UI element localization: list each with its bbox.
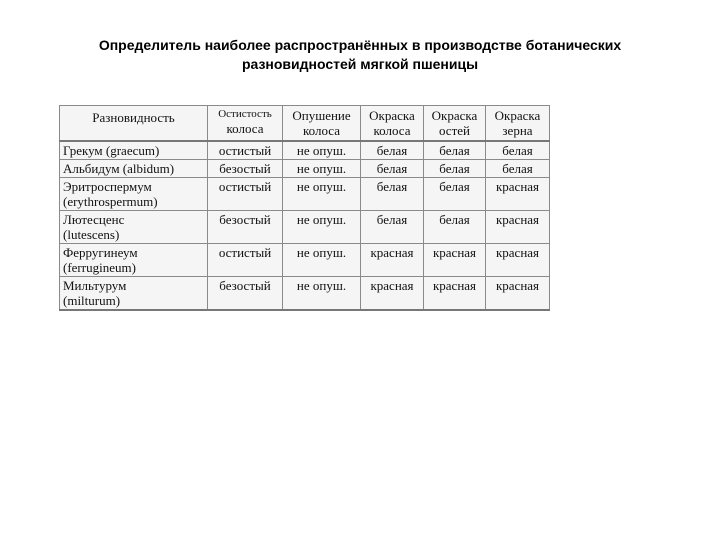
- table-row: [60, 160, 550, 178]
- cell-ear-color: белая: [361, 178, 424, 211]
- cell-awn: безостый: [208, 211, 283, 244]
- cell-awn-color: белая: [424, 141, 486, 160]
- cell-variety: Эритроспермум (erythrospermum): [60, 178, 208, 211]
- cell-grain-color: красная: [486, 211, 550, 244]
- cell-awn: остистый: [208, 178, 283, 211]
- cell-grain-color: белая: [486, 141, 550, 160]
- cell-awn-color: белая: [424, 160, 486, 178]
- cell-pubescence: не опуш.: [283, 277, 361, 311]
- cell-awn: безостый: [208, 277, 283, 311]
- cell-ear-color: красная: [361, 277, 424, 311]
- table-header-row: [60, 106, 550, 142]
- title-line-1: Определитель наиболее распространённых в производстве ботанических: [98, 37, 622, 53]
- cell-pubescence: не опуш.: [283, 141, 361, 160]
- cell-variety: Ферругинеум (ferrugineum): [60, 244, 208, 277]
- cell-ear-color: белая: [361, 211, 424, 244]
- header-awn: Остистость колоса: [208, 106, 283, 142]
- header-ear-color: Окраска колоса: [361, 106, 424, 142]
- cell-awn-color: белая: [424, 211, 486, 244]
- cell-variety: Альбидум (albidum): [60, 160, 208, 178]
- table-row: [60, 244, 550, 277]
- table-row: [60, 211, 550, 244]
- cell-grain-color: красная: [486, 277, 550, 311]
- table-row: [60, 141, 550, 160]
- header-variety: Разновидность: [60, 106, 208, 142]
- cell-ear-color: белая: [361, 141, 424, 160]
- cell-variety: Лютесценс (lutescens): [60, 211, 208, 244]
- cell-grain-color: белая: [486, 160, 550, 178]
- table-row: [60, 277, 550, 311]
- cell-awn-color: красная: [424, 277, 486, 311]
- header-pubescence: Опушение колоса: [283, 106, 361, 142]
- cell-awn: безостый: [208, 160, 283, 178]
- cell-pubescence: не опуш.: [283, 211, 361, 244]
- cell-awn: остистый: [208, 141, 283, 160]
- cell-pubescence: не опуш.: [283, 244, 361, 277]
- variety-table-container: [59, 105, 549, 311]
- cell-ear-color: белая: [361, 160, 424, 178]
- header-awn-color: Окраска остей: [424, 106, 486, 142]
- title-line-2: разновидностей мягкой пшеницы: [241, 56, 479, 72]
- cell-ear-color: красная: [361, 244, 424, 277]
- cell-grain-color: красная: [486, 244, 550, 277]
- table-row: [60, 178, 550, 211]
- cell-awn: остистый: [208, 244, 283, 277]
- cell-awn-color: белая: [424, 178, 486, 211]
- cell-pubescence: не опуш.: [283, 160, 361, 178]
- cell-grain-color: красная: [486, 178, 550, 211]
- cell-awn-color: красная: [424, 244, 486, 277]
- header-grain-color: Окраска зерна: [486, 106, 550, 142]
- cell-pubescence: не опуш.: [283, 178, 361, 211]
- page-title: [40, 36, 680, 74]
- variety-table: [59, 105, 550, 311]
- cell-variety: Мильтурум (milturum): [60, 277, 208, 311]
- cell-variety: Грекум (graecum): [60, 141, 208, 160]
